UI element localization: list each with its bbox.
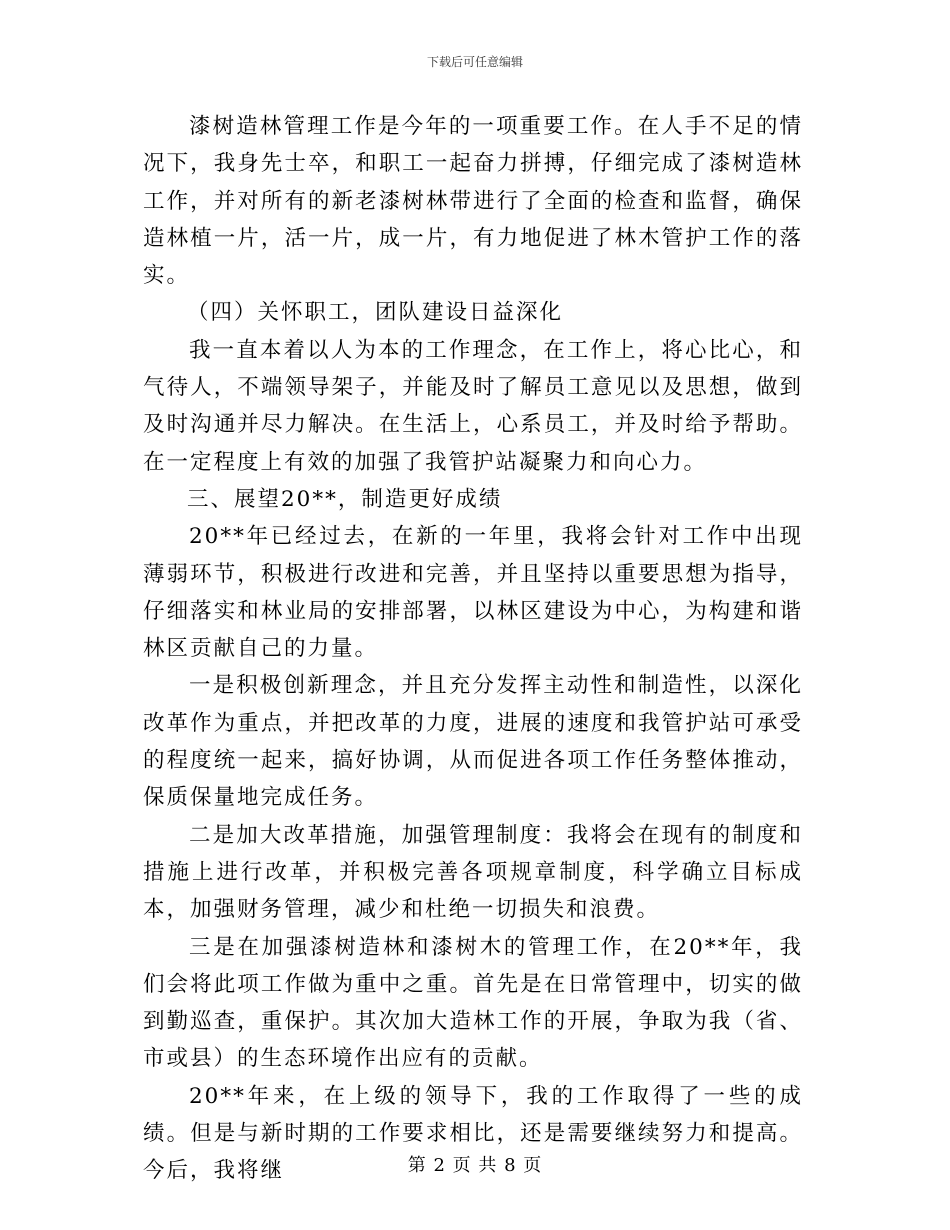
page-header: 下载后可任意编辑 (426, 55, 523, 69)
paragraph: 我一直本着以人为本的工作理念，在工作上，将心比心，和气待人，不端领导架子，并能及时了解员工意见以及思想，做到及时沟通并尽力解决。在生活上，心系员工，并及时给予帮助。在一定程度上有效的加强了我管护站凝聚力和向心力。 (143, 337, 803, 475)
page-footer: 第 2 页 共 8 页 (407, 1155, 543, 1176)
paragraph: 一是积极创新理念，并且充分发挥主动性和制造性，以深化改革作为重点，并把改革的力度，进展的速度和我管护站可承受的程度统一起来，搞好协调，从而促进各项工作任务整体推动，保质保量地完成任务。 (143, 673, 803, 811)
paragraph: 20**年来，在上级的领导下，我的工作取得了一些的成绩。但是与新时期的工作要求相比，还是需要继续努力和提高。今后，我将继 (143, 1083, 803, 1184)
section-heading: （四）关怀职工，团队建设日益深化 (187, 300, 564, 326)
document-body (143, 108, 803, 1190)
paragraph: 漆树造林管理工作是今年的一项重要工作。在人手不足的情况下，我身先士卒，和职工一起奋力拼搏，仔细完成了漆树造林工作，并对所有的新老漆树林带进行了全面的检查和监督，确保造林植一片，活一片，成一片，有力地促进了林木管护工作的落实。 (143, 114, 803, 289)
paragraph: 三是在加强漆树造林和漆树木的管理工作，在20**年，我们会将此项工作做为重中之重。首先是在日常管理中，切实的做到勤巡查，重保护。其次加大造林工作的开展，争取为我（省、市或县）的生态环境作出应有的贡献。 (143, 934, 803, 1072)
paragraph: 二是加大改革措施，加强管理制度：我将会在现有的制度和措施上进行改革，并积极完善各项规章制度，科学确立目标成本，加强财务管理，减少和杜绝一切损失和浪费。 (143, 822, 803, 923)
paragraph: 20**年已经过去，在新的一年里，我将会针对工作中出现薄弱环节，积极进行改进和完善，并且坚持以重要思想为指导，仔细落实和林业局的安排部署，以林区建设为中心，为构建和谐林区贡献自己的力量。 (143, 524, 803, 662)
section-heading: 三、展望20**，制造更好成绩 (187, 486, 503, 512)
